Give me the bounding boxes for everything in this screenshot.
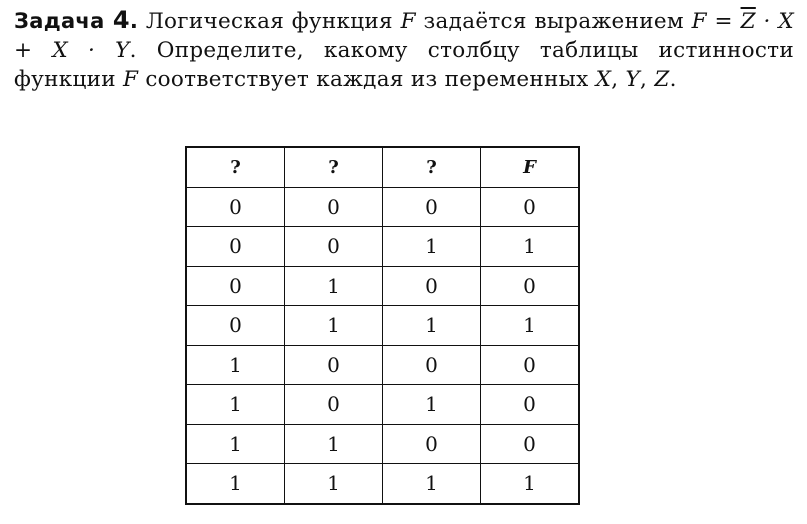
- table-cell: 1: [383, 227, 481, 267]
- problem-number: 4: [112, 6, 130, 34]
- table-row: [186, 424, 579, 464]
- table-cell: 0: [481, 187, 580, 227]
- function-name: F: [400, 9, 416, 34]
- table-cell: 0: [285, 227, 383, 267]
- table-cell: 1: [383, 306, 481, 346]
- table-row: [186, 227, 579, 267]
- table-cell: 1: [285, 266, 383, 306]
- table-cell: 1: [285, 464, 383, 504]
- function-name-2: F: [122, 67, 139, 92]
- table-row: [186, 306, 579, 346]
- table-cell: 0: [186, 306, 285, 346]
- problem-label: Задача 4.: [14, 6, 139, 34]
- table-row: [186, 385, 579, 425]
- table-cell: 0: [186, 187, 285, 227]
- table-cell: 1: [383, 385, 481, 425]
- table-cell: 0: [481, 424, 580, 464]
- table-cell: 0: [383, 424, 481, 464]
- header-cell-3: ?: [383, 147, 481, 187]
- z-negation: $\overline{Z}$: [740, 9, 756, 34]
- formula: $F = \overline{Z} \cdot X + X \cdot Y$: [14, 9, 794, 63]
- variable-x: X: [595, 67, 612, 92]
- table-cell: 1: [186, 345, 285, 385]
- table-cell: 0: [186, 266, 285, 306]
- table-row: [186, 187, 579, 227]
- table-cell: 0: [383, 187, 481, 227]
- table-cell: 0: [285, 345, 383, 385]
- table-cell: 0: [481, 345, 580, 385]
- table-cell: 1: [186, 464, 285, 504]
- table-cell: 0: [186, 227, 285, 267]
- problem-text-4: соответствует каждая из переменных: [145, 67, 589, 92]
- table-cell: 1: [186, 385, 285, 425]
- table-row: [186, 464, 579, 504]
- table-cell: 1: [186, 424, 285, 464]
- table-cell: 1: [285, 306, 383, 346]
- table-cell: 0: [481, 385, 580, 425]
- table-cell: 0: [383, 266, 481, 306]
- problem-text-3: Определите, какому столбцу таблицы истинности функции: [14, 38, 794, 92]
- table-cell: 0: [481, 266, 580, 306]
- table-cell: 1: [481, 227, 580, 267]
- table-cell: 0: [285, 385, 383, 425]
- truth-table-header-row: [186, 147, 579, 187]
- table-row: [186, 266, 579, 306]
- header-cell-2: ?: [285, 147, 383, 187]
- problem-text-1: Логическая функция: [145, 9, 393, 34]
- problem-text-2: задаётся выражением: [423, 9, 684, 34]
- table-cell: 0: [383, 345, 481, 385]
- table-cell: 1: [383, 464, 481, 504]
- table-cell: 1: [285, 424, 383, 464]
- variable-y: Y: [625, 67, 641, 92]
- table-cell: 0: [285, 187, 383, 227]
- table-cell: 1: [481, 306, 580, 346]
- variable-z: Z: [654, 67, 670, 92]
- truth-table: [185, 146, 580, 505]
- table-row: [186, 345, 579, 385]
- table-cell: 1: [481, 464, 580, 504]
- header-cell-f: F: [481, 147, 580, 187]
- header-cell-1: ?: [186, 147, 285, 187]
- problem-statement: Задача 4. Логическая функция F задаётся выражением $F = \overline{Z} \cdot X + X \cdot Y$. Определите, какому столбцу таблицы истинности функции F соответствует каждая из переменных X, Y, Z.: [14, 6, 794, 92]
